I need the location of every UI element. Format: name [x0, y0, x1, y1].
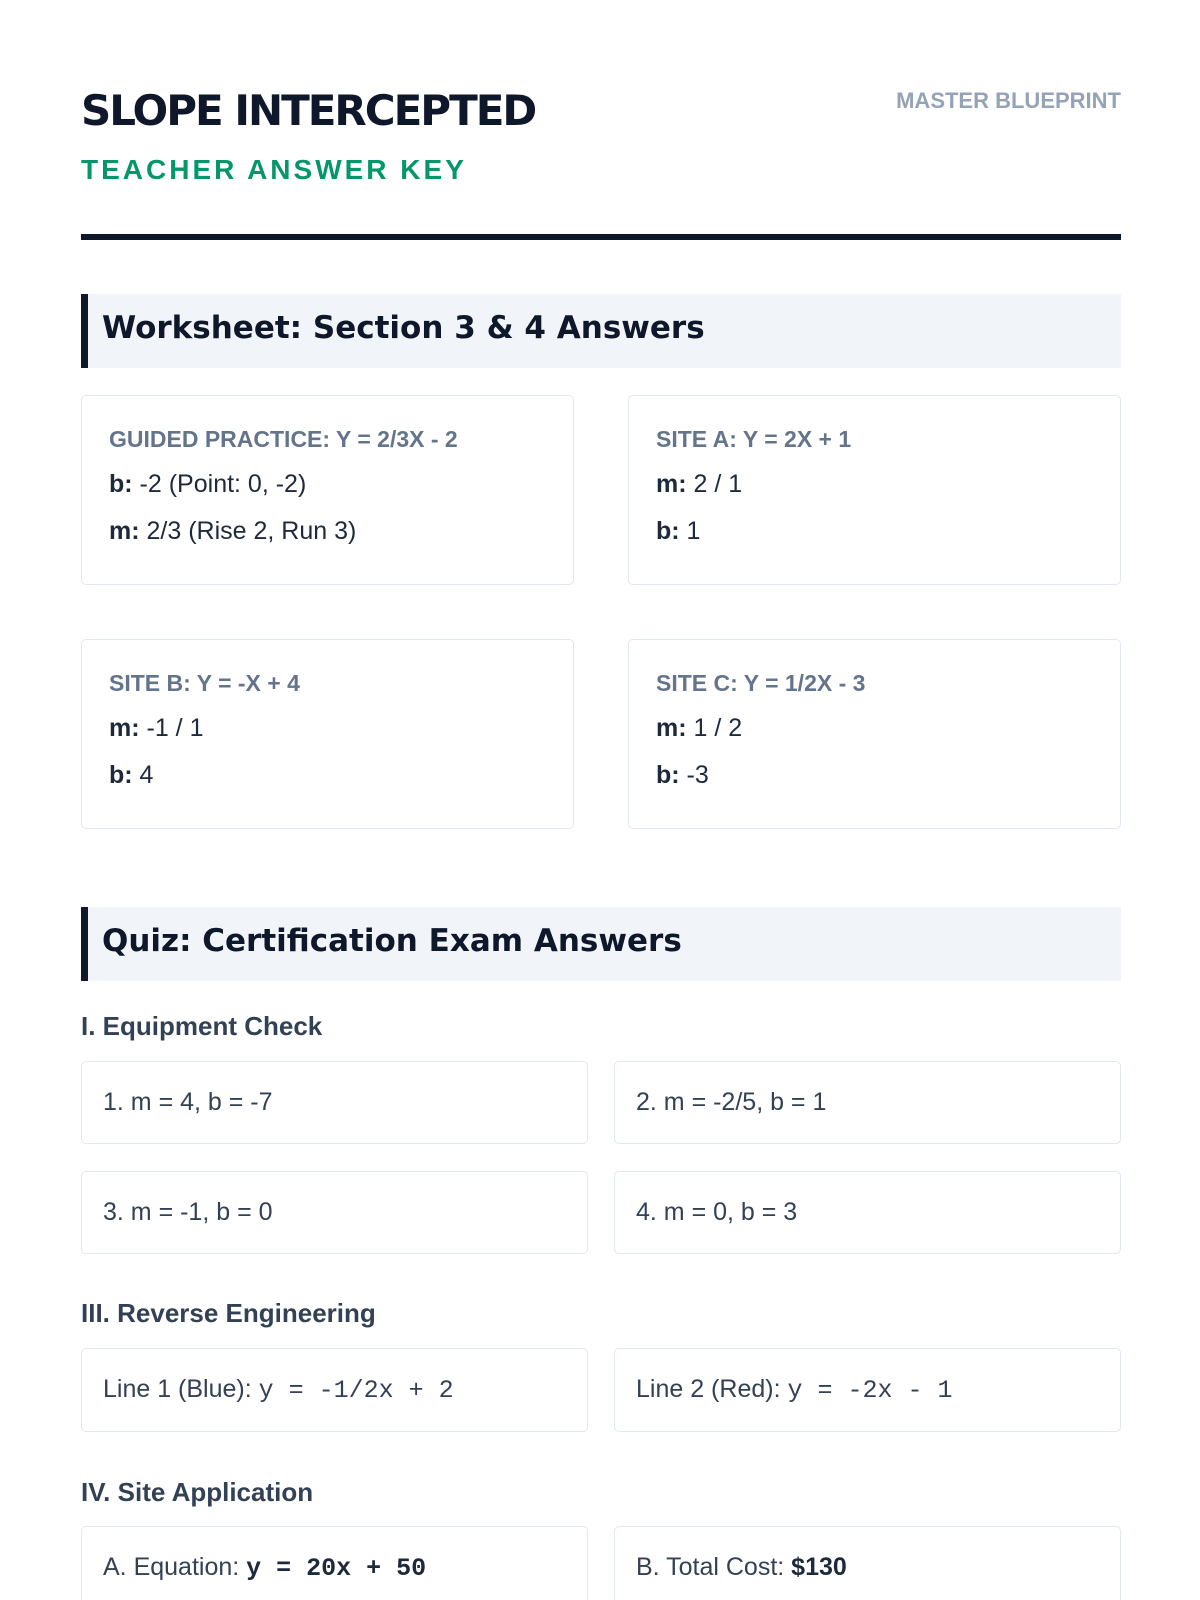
answer-card-site-c	[628, 639, 1121, 829]
card-row	[656, 470, 742, 499]
answer-value: $130	[791, 1553, 847, 1581]
row-key: m:	[656, 470, 687, 498]
worksheet-section-heading	[81, 294, 1121, 368]
page-subtitle: TEACHER ANSWER KEY	[81, 154, 467, 185]
card-label: SITE C: Y = 1/2X - 3	[656, 670, 866, 696]
reverse-answer-line-1	[81, 1348, 588, 1432]
card-row	[656, 517, 700, 546]
row-value: -1 / 1	[139, 714, 204, 742]
equipment-answer-4	[614, 1171, 1121, 1254]
card-row	[109, 470, 306, 499]
card-label: GUIDED PRACTICE: Y = 2/3X - 2	[109, 426, 458, 452]
answer-equation: y = 20x + 50	[246, 1554, 427, 1583]
reverse-engineering-heading: III. Reverse Engineering	[81, 1298, 376, 1328]
equipment-answer-3	[81, 1171, 588, 1254]
row-value: -2 (Point: 0, -2)	[132, 470, 307, 498]
answer-prefix: Line 2 (Red):	[636, 1375, 788, 1403]
row-key: m:	[109, 517, 140, 545]
site-answer-equation	[81, 1526, 588, 1600]
reverse-answer-line-2	[614, 1348, 1121, 1432]
row-value: 1 / 2	[686, 714, 743, 742]
site-application-heading: IV. Site Application	[81, 1477, 314, 1507]
answer-text	[636, 1553, 847, 1582]
answer-key-page	[81, 0, 1121, 1600]
row-value: -3	[679, 761, 709, 789]
page-header	[81, 80, 1121, 240]
header-divider	[81, 234, 1121, 240]
row-key: b:	[109, 470, 133, 498]
row-key: m:	[656, 714, 687, 742]
site-answer-total-cost	[614, 1526, 1121, 1600]
answer-card-site-b	[81, 639, 574, 829]
row-key: b:	[109, 761, 133, 789]
master-blueprint-tag: MASTER BLUEPRINT	[896, 88, 1121, 113]
row-value: 4	[132, 761, 154, 789]
row-key: m:	[109, 714, 140, 742]
answer-text: 1. m = 4, b = -7	[103, 1088, 273, 1116]
answer-text: 4. m = 0, b = 3	[636, 1198, 798, 1226]
card-row	[656, 714, 742, 743]
card-row	[109, 714, 203, 743]
answer-card-site-a	[628, 395, 1121, 585]
quiz-section-heading	[81, 907, 1121, 981]
worksheet-heading-text: Worksheet: Section 3 & 4 Answers	[102, 310, 705, 346]
row-key: b:	[656, 761, 680, 789]
answer-text	[636, 1375, 953, 1405]
equipment-check-heading: I. Equipment Check	[81, 1011, 323, 1041]
answer-text	[103, 1375, 454, 1405]
row-value: 1	[679, 517, 701, 545]
card-row	[109, 761, 153, 790]
answer-equation: y = -2x - 1	[787, 1376, 953, 1405]
answer-prefix: B. Total Cost:	[636, 1553, 792, 1581]
row-key: b:	[656, 517, 680, 545]
card-label: SITE A: Y = 2X + 1	[656, 426, 852, 452]
answer-prefix: Line 1 (Blue):	[103, 1375, 259, 1403]
equipment-answer-1	[81, 1061, 588, 1144]
answer-text: 2. m = -2/5, b = 1	[636, 1088, 827, 1116]
answer-text: 3. m = -1, b = 0	[103, 1198, 273, 1226]
answer-prefix: A. Equation:	[103, 1553, 247, 1581]
answer-text	[103, 1553, 426, 1583]
row-value: 2 / 1	[686, 470, 743, 498]
page-title: SLOPE INTERCEPTED	[81, 86, 536, 135]
row-value: 2/3 (Rise 2, Run 3)	[139, 517, 357, 545]
equipment-answer-2	[614, 1061, 1121, 1144]
answer-card-guided-practice	[81, 395, 574, 585]
card-row	[109, 517, 356, 546]
quiz-heading-text: Quiz: Certification Exam Answers	[102, 923, 682, 959]
card-label: SITE B: Y = -X + 4	[109, 670, 300, 696]
card-row	[656, 761, 709, 790]
answer-equation: y = -1/2x + 2	[258, 1376, 454, 1405]
